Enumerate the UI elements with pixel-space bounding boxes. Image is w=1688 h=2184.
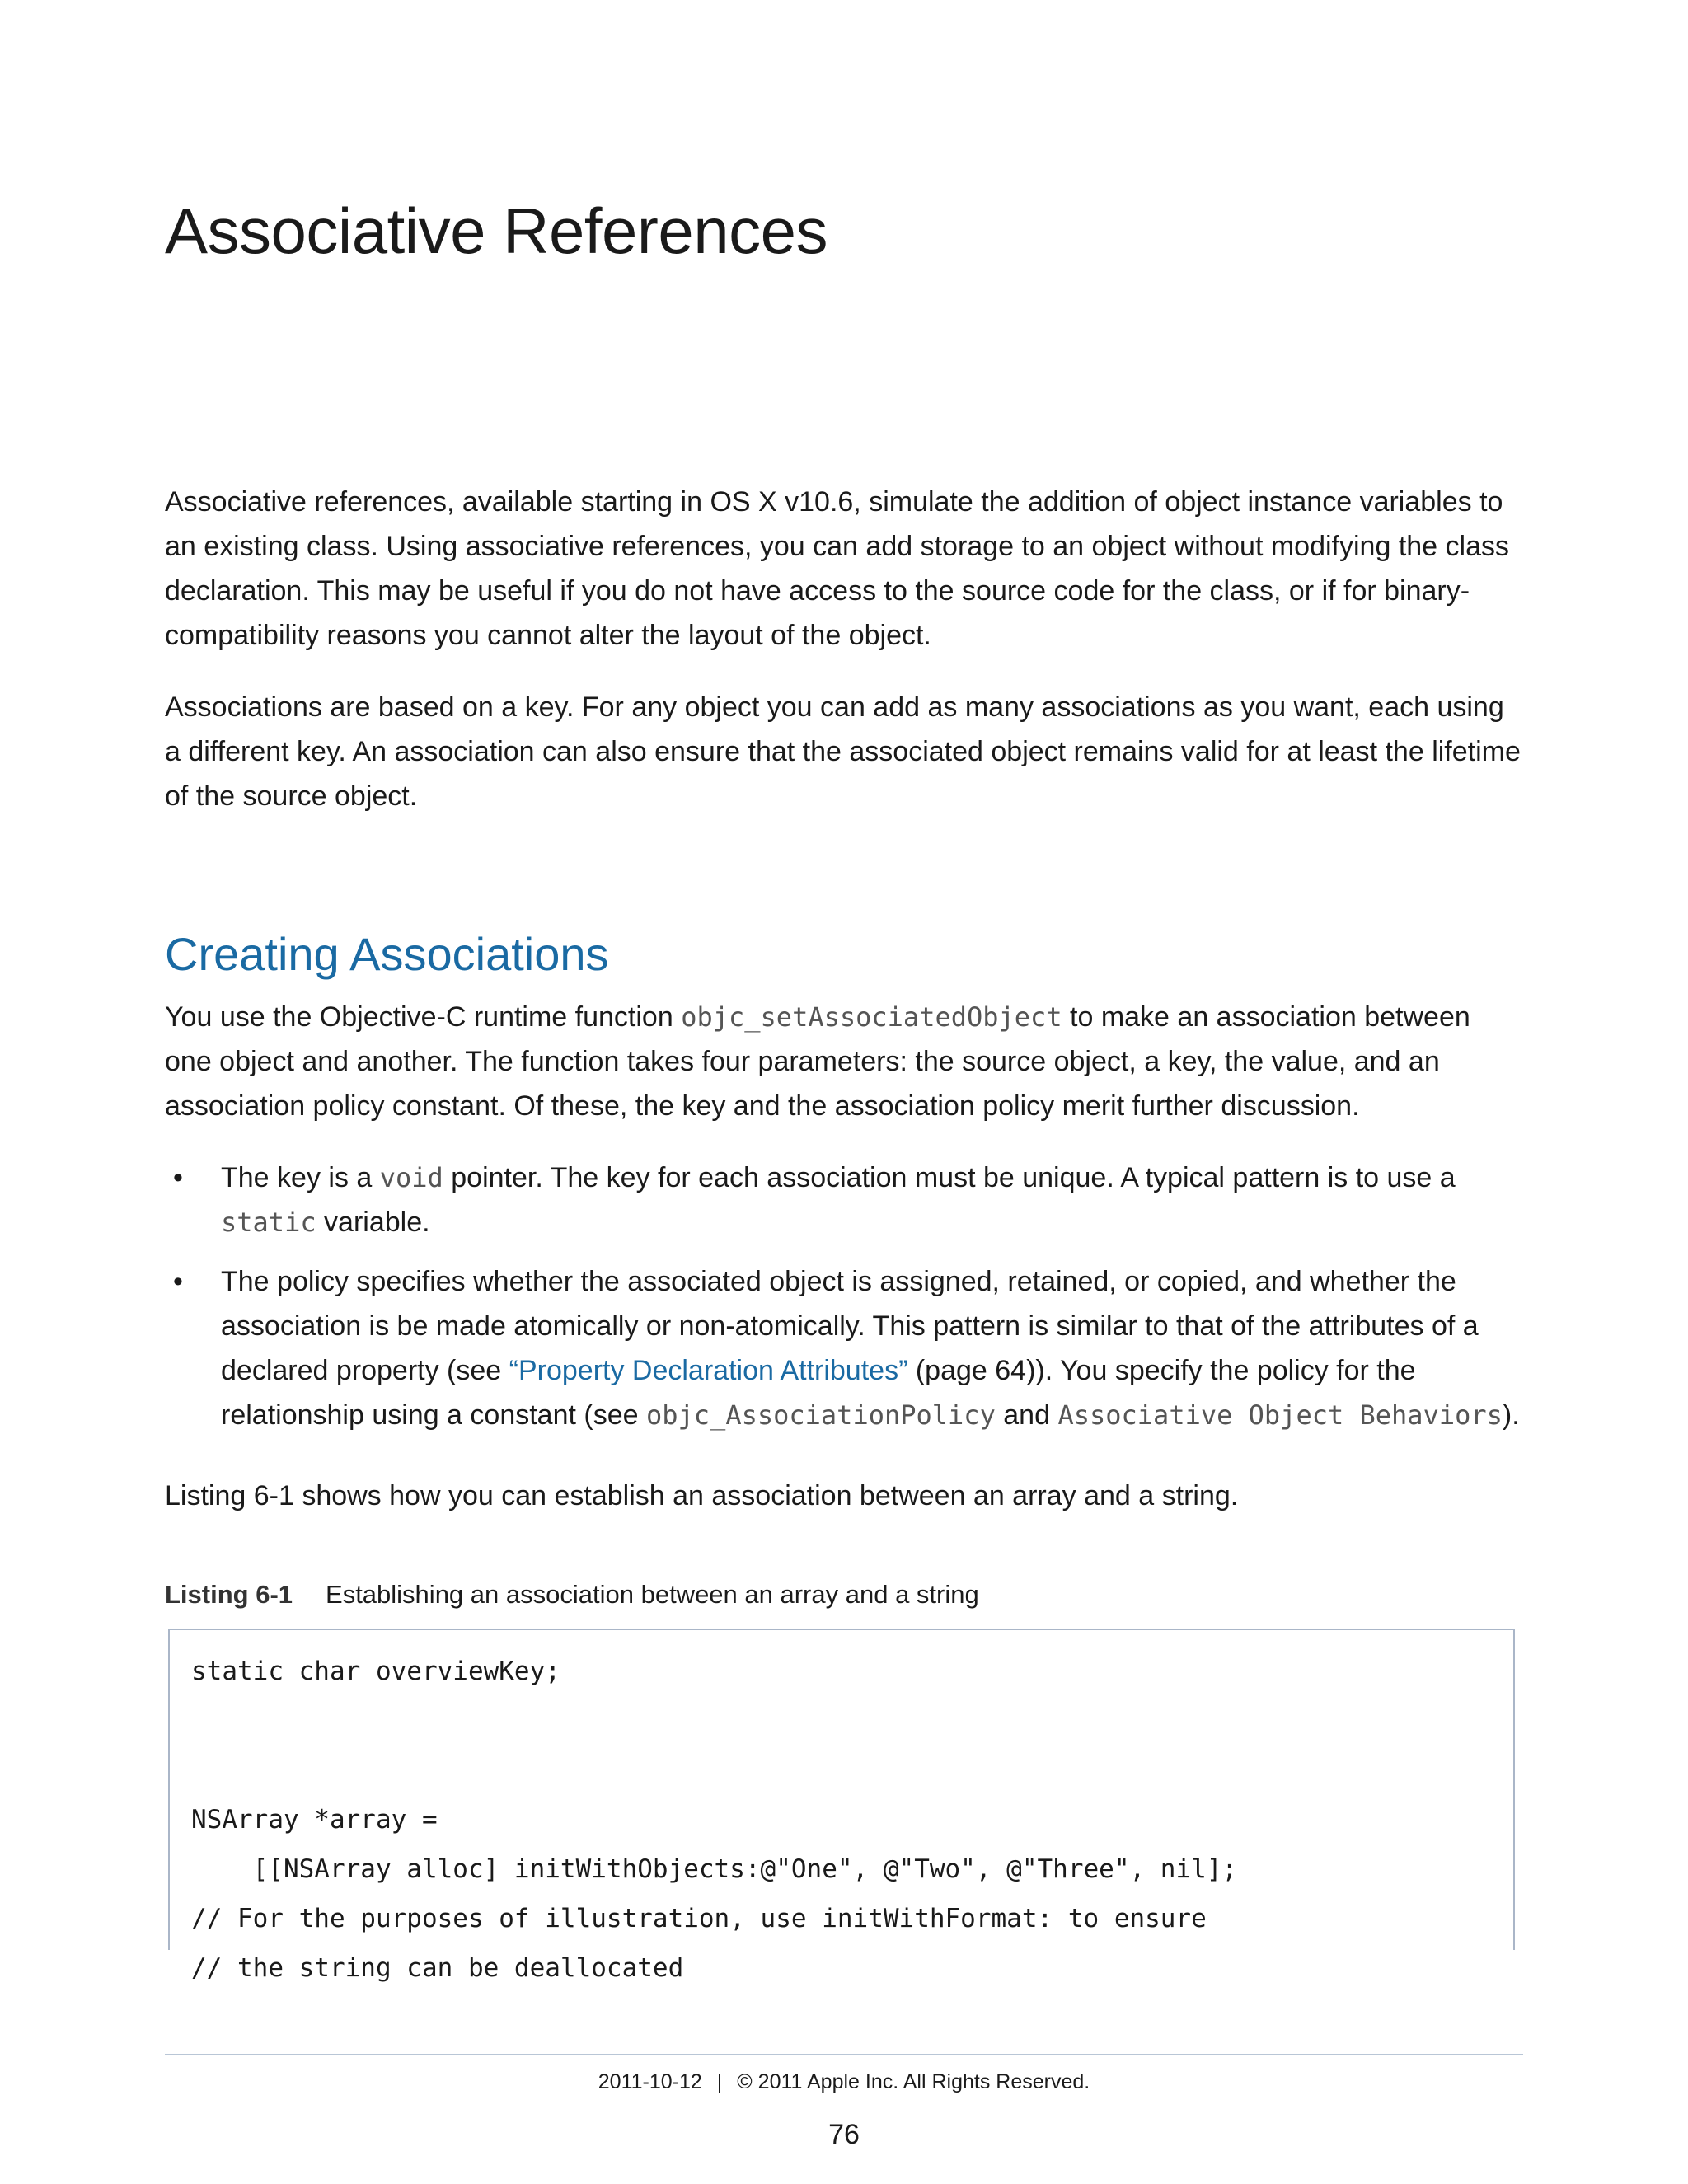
- text-run: (page 64)). You specify the policy for the relationship using a constant (see: [221, 1355, 1416, 1431]
- section-paragraph-2: Listing 6-1 shows how you can establish an association between an array and a string.: [165, 1480, 1239, 1511]
- bullet-icon: •: [173, 1162, 183, 1193]
- text-run: variable.: [316, 1207, 430, 1238]
- footer: [0, 2067, 1688, 2097]
- footer-divider: [165, 2054, 1523, 2055]
- text-run: pointer. The key for each association must be unique. A typical pattern is to use a: [443, 1162, 1456, 1193]
- listing-caption-text: Establishing an association between an array and a string: [326, 1580, 979, 1609]
- inline-code-void: void: [379, 1162, 443, 1193]
- text-run: to make an association between one object and another. The function takes four parameters: the source object, a key, the value, and an association policy constant. Of these, the key and the association policy merit further discussion.: [165, 1001, 1470, 1122]
- footer-separator: |: [716, 2070, 723, 2093]
- bullet-icon: •: [173, 1266, 183, 1297]
- property-declaration-attributes-link[interactable]: “Property Declaration Attributes”: [509, 1355, 908, 1386]
- footer-copyright: © 2011 Apple Inc. All Rights Reserved.: [737, 2070, 1090, 2093]
- bullet-item-key: [165, 1155, 1523, 1244]
- section-title: Creating Associations: [165, 928, 609, 980]
- footer-date: 2011-10-12: [598, 2070, 702, 2093]
- intro-paragraph-2: Associations are based on a key. For any object you can add as many associations as you want, each using a different key. An association can also ensure that the associated object remains valid for at least the lifetime of the source object.: [165, 691, 1521, 812]
- inline-code-static: static: [221, 1207, 316, 1238]
- code-listing-box: [168, 1629, 1515, 1983]
- text-run: and: [995, 1399, 1058, 1431]
- section-body: [165, 995, 1523, 1545]
- chapter-title: Associative References: [165, 194, 828, 267]
- intro-paragraph-1: Associative references, available starting in OS X v10.6, simulate the addition of object instance variables to an existing class. Using associative references, you can add storage to an object without modifying the class declaration. This may be useful if you do not have access to the source code for the class, or if for binary-compatibility reasons you cannot alter the layout of the object.: [165, 486, 1509, 651]
- inline-code-function: objc_setAssociatedObject: [681, 1001, 1062, 1033]
- intro-section: [165, 480, 1523, 846]
- inline-code-associative-object-behaviors: Associative Object Behaviors: [1057, 1399, 1503, 1431]
- listing-caption: [165, 1574, 979, 1615]
- text-run: You use the Objective-C runtime function: [165, 1001, 682, 1033]
- page-number: 76: [828, 2119, 860, 2150]
- listing-label: Listing 6-1: [165, 1580, 293, 1609]
- text-run: ).: [1502, 1399, 1520, 1431]
- text-run: The key is a: [221, 1162, 380, 1193]
- bullet-item-policy: [165, 1259, 1523, 1437]
- text-run: The policy specifies whether the associated object is assigned, retained, or copied, and whether the association is be made atomically or non-atomically. This pattern is similar to that of the attributes of a declared property (see: [221, 1266, 1479, 1386]
- code-listing: static char overviewKey; NSArray *array = [[NSArray alloc] initWithObjects:@"One", @"Two", @"Three", nil]; // For the purposes of illustration, use initWithFormat: to ensure // the string can be deallocated: [191, 1657, 1238, 1983]
- inline-code-association-policy: objc_AssociationPolicy: [645, 1399, 996, 1431]
- bullet-list: [165, 1155, 1523, 1437]
- section-paragraph-1: [165, 995, 1523, 1128]
